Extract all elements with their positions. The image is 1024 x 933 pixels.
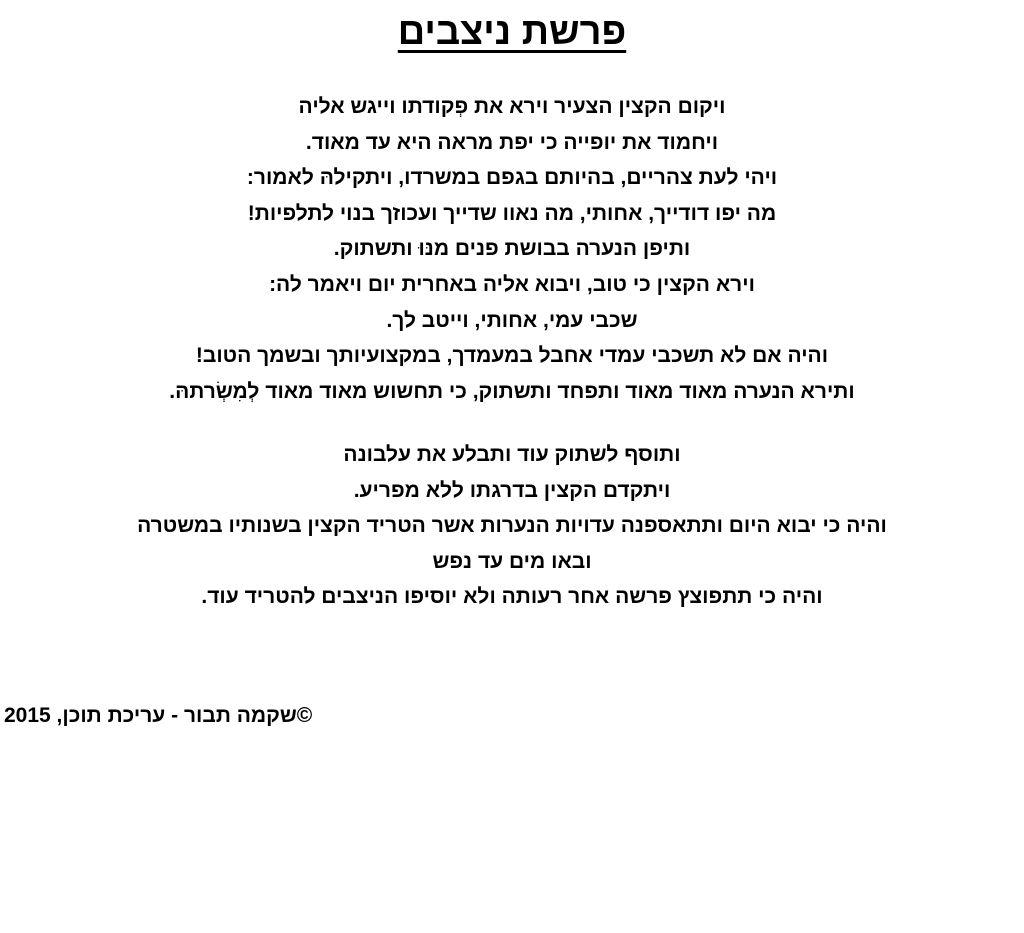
poem-line: מה יפו דודייך, אחותי, מה נאוו שדייך ועכוזך בנוי לתלפיות! [247,201,777,225]
poem-stanza-1 [0,89,1024,409]
copyright-notice: ©שקמה תבור - עריכת תוכן, 2015 [4,704,313,727]
poem-line: והיה אם לא תשכבי עמדי אחבל במעמדך, במקצועיותך ובשמך הטוב! [195,344,829,368]
poem-line: ויחמוד את יופייה כי יפת מראה היא עד מאוד. [305,130,719,154]
poem-line: וירא הקצין כי טוב, ויבוא אליה באחרית יום ויאמר לה: [269,272,755,296]
poem-stanza-2 [0,437,1024,615]
poem-line: ויקום הקצין הצעיר וירא את פְקודתו וייגש אליה [298,95,726,118]
poem-line: ותירא הנערה מאוד מאוד ותפחד ותשתוק, כי תחשוש מאוד מאוד לְמִשְׂרתהּ. [169,379,855,403]
poem-line: ויתקדם הקצין בדרגתו ללא מפריע. [353,478,671,502]
poem-line: ותיפן הנערה בבושת פנים מנּוּ ותשתוק. [333,237,691,261]
poem-line: שכבי עמי, אחותי, וייטב לך. [386,308,638,332]
poem-line: והיה כי תתפוצץ פרשה אחר רעותה ולא יוסיפו הניצבים להטריד עוד. [201,585,823,609]
poem-line: ויהי לעת צהריים, בהיותם בגפם במשרדו, ויתקילהּ לאמור: [246,166,778,190]
poem-line: ותוסף לשתוק עוד ותבלע את עלבונה [343,443,681,466]
poem-line: והיה כי יבוא היום ותתאספנה עדויות הנערות אשר הטריד הקצין בשנותיו במשטרה [137,514,887,538]
poem-line: ובאו מים עד נפש [432,549,592,573]
page-title: פרשת ניצבים [397,11,627,53]
